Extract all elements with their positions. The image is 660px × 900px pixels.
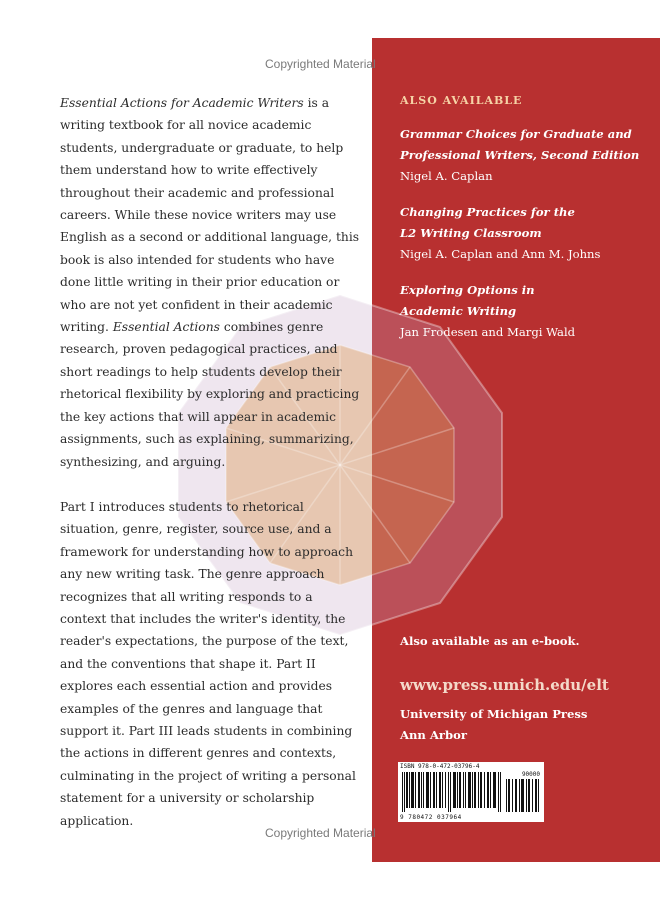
related-book-title-line: Grammar Choices for Graduate and [400, 127, 632, 141]
isbn-label: ISBN 978-0-472-03796-4 [400, 763, 480, 770]
related-books-list [400, 124, 640, 358]
related-book [400, 280, 640, 343]
barcode-digits: 9 780472 037964 [400, 814, 462, 821]
related-book-author: Jan Frodesen and Margi Wald [400, 325, 576, 339]
related-book-title-line: Academic Writing [400, 304, 517, 318]
publisher-city: Ann Arbor [400, 728, 467, 742]
barcode-bars-icon [402, 772, 502, 812]
description-blurb [60, 92, 360, 855]
also-available-heading: ALSO AVAILABLE [400, 94, 523, 107]
book-title-short-italic: Essential Actions [112, 320, 220, 335]
related-book [400, 202, 640, 265]
related-book-author: Nigel A. Caplan [400, 169, 493, 183]
ebook-note: Also available as an e-book. [400, 634, 580, 648]
publisher-name: University of Michigan Press [400, 707, 588, 721]
copyright-watermark-bottom: Copyrighted Material [265, 826, 376, 840]
publisher-url: www.press.umich.edu/elt [400, 676, 609, 694]
blurb-paragraph-1 [60, 92, 360, 473]
book-title-italic: Essential Actions for Academic Writers [60, 96, 304, 110]
price-code: 90000 [521, 771, 540, 778]
publisher-block [400, 704, 587, 746]
isbn-barcode [398, 762, 544, 822]
related-book-title-line: L2 Writing Classroom [400, 226, 542, 240]
related-book-title-line: Professional Writers, Second Edition [400, 148, 640, 162]
related-book-author: Nigel A. Caplan and Ann M. Johns [400, 247, 601, 261]
addon-barcode-bars-icon [506, 779, 540, 812]
blurb-text-a: is a writing textbook for all novice academic students, undergraduate or graduate, to help them understand how to write effectively throughout their academic and professional careers. While these novice writers may use English as a second or additional language, this book is also intended for students who have done little writing in their prior education or who are not yet confident in their academic writing. [60, 96, 360, 335]
blurb-text-b: combines genre research, proven pedagogical practices, and short readings to help students develop their rhetorical flexibility by exploring and practicing the key actions that will appear in academic assignments, such as explaining, summarizing, synthesizing, and arguing. [60, 320, 360, 469]
copyright-watermark-top: Copyrighted Material [265, 57, 376, 71]
related-book-title-line: Exploring Options in [400, 283, 535, 297]
related-book-title-line: Changing Practices for the [400, 205, 575, 219]
blurb-paragraph-2: Part I introduces students to rhetorical situation, genre, register, source use, and a framework for understanding how to approach any new writing task. The genre approach recognizes that all writing responds to a context that includes the writer's identity, the reader's expectations, the purpose of the text, and the conventions that shape it. Part II explores each essential action and provides examples of the genres and language that support it. Part III leads students in combining the actions in different genres and contexts, culminating in the project of writing a personal statement for a university or scholarship application. [60, 499, 356, 828]
related-book [400, 124, 640, 187]
